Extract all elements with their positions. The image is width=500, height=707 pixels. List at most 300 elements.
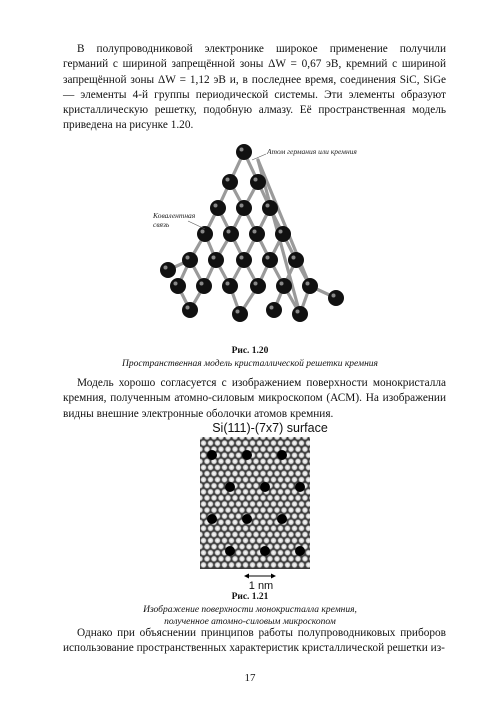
adatom-dot: [235, 561, 242, 568]
adatom-dot: [287, 506, 294, 513]
adatom-dot: [242, 537, 249, 544]
adatom-dot: [301, 494, 308, 501]
adatom-dot: [294, 470, 301, 477]
adatom-dot: [207, 549, 214, 556]
adatom-dot: [249, 500, 256, 507]
adatom-dot: [263, 561, 270, 568]
atom-highlight: [279, 230, 283, 234]
adatom-dot: [291, 476, 298, 483]
adatom-dot: [224, 494, 231, 501]
atom-highlight: [200, 282, 204, 286]
paragraph-afm: Модель хорошо согласуется с изображением поверхности монокристалла кремния, полученным атомно-силовым микроскопом (АСМ). На изображении видны внешние электронные оболочки атомов кремния.: [63, 377, 446, 420]
atom-highlight: [254, 282, 258, 286]
adatom-dot: [259, 470, 266, 477]
adatom-dot: [217, 494, 224, 501]
adatom-dot: [298, 525, 305, 532]
adatom-dot: [231, 555, 238, 562]
adatom-dot: [291, 561, 298, 568]
adatom-dot: [277, 500, 284, 507]
adatom-dot: [266, 458, 273, 465]
adatom-dot: [252, 446, 259, 453]
adatom-dot: [249, 476, 256, 483]
adatom-dot: [231, 506, 238, 513]
adatom-dot: [294, 506, 301, 513]
adatom-dot: [249, 464, 256, 471]
adatom-dot: [301, 446, 308, 453]
adatom-dot: [284, 464, 291, 471]
adatom-dot: [294, 458, 301, 465]
adatom-dot: [231, 519, 238, 526]
adatom-dot: [266, 531, 273, 538]
adatom-dot: [249, 488, 256, 495]
atom: [288, 252, 304, 268]
adatom-dot: [203, 470, 210, 477]
adatom-dot: [256, 464, 263, 471]
adatom-dot: [291, 525, 298, 532]
atom-highlight: [306, 282, 310, 286]
adatom-dot: [266, 446, 273, 453]
adatom-dot: [200, 476, 207, 483]
adatom-dot: [200, 525, 207, 532]
atom-highlight: [201, 230, 205, 234]
adatom-dot: [280, 470, 287, 477]
adatom-dot: [224, 470, 231, 477]
adatom-dot: [298, 561, 305, 568]
adatom-dot: [207, 537, 214, 544]
adatom-dot: [242, 439, 249, 446]
adatom-dot: [214, 500, 221, 507]
atom-highlight: [186, 256, 190, 260]
scale-bar-label: 1 nm: [248, 580, 274, 592]
afm-surface-image: [200, 437, 310, 569]
atom: [182, 302, 198, 318]
atom: [236, 144, 252, 160]
crystal-lattice-figure: [150, 138, 360, 338]
atom-highlight: [214, 204, 218, 208]
adatom-dot: [224, 506, 231, 513]
adatom-dot: [294, 494, 301, 501]
atom: [182, 252, 198, 268]
adatom-dot: [259, 494, 266, 501]
figure-caption: Пространственная модель кристаллической решетки кремния: [122, 359, 378, 369]
adatom-dot: [200, 439, 207, 446]
corner-hole: [277, 450, 287, 460]
adatom-dot: [245, 531, 252, 538]
adatom-dot: [203, 494, 210, 501]
adatom-dot: [207, 464, 214, 471]
adatom-dot: [200, 513, 207, 520]
adatom-dot: [270, 549, 277, 556]
adatom-dot: [228, 452, 235, 459]
caption-line: полученное атомно-силовым микроскопом: [164, 617, 336, 627]
adatom-dot: [252, 458, 259, 465]
adatom-dot: [273, 555, 280, 562]
adatom-dot: [224, 446, 231, 453]
atom: [292, 306, 308, 322]
atom-highlight: [240, 148, 244, 152]
atom: [328, 290, 344, 306]
adatom-dot: [263, 525, 270, 532]
adatom-dot: [294, 519, 301, 526]
atom: [262, 200, 278, 216]
atom: [262, 252, 278, 268]
adatom-dot: [284, 488, 291, 495]
atom: [250, 174, 266, 190]
adatom-dot: [245, 494, 252, 501]
atom-highlight: [212, 256, 216, 260]
page-number: 17: [244, 672, 256, 684]
adatom-dot: [231, 470, 238, 477]
adatom-dot: [231, 494, 238, 501]
paragraph-continued: Однако при объяснении принципов работы полупроводниковых приборов использование пространственных характеристик кристаллической решетки из-: [63, 627, 446, 655]
corner-hole: [295, 546, 305, 556]
adatom-dot: [277, 525, 284, 532]
atom: [223, 226, 239, 242]
adatom-dot: [203, 555, 210, 562]
adatom-dot: [242, 549, 249, 556]
adatom-dot: [270, 476, 277, 483]
adatom-dot: [291, 452, 298, 459]
adatom-dot: [280, 506, 287, 513]
atom: [266, 302, 282, 318]
adatom-dot: [228, 464, 235, 471]
adatom-dot: [238, 470, 245, 477]
adatom-dot: [235, 439, 242, 446]
adatom-dot: [298, 452, 305, 459]
adatom-dot: [287, 531, 294, 538]
adatom-dot: [259, 519, 266, 526]
adatom-dot: [259, 446, 266, 453]
adatom-dot: [287, 482, 294, 489]
adatom-dot: [235, 464, 242, 471]
adatom-dot: [238, 506, 245, 513]
atom: [232, 306, 248, 322]
adatom-dot: [270, 525, 277, 532]
adatom-dot: [224, 458, 231, 465]
adatom-dot: [221, 476, 228, 483]
adatom-dot: [200, 549, 207, 556]
adatom-dot: [210, 543, 217, 550]
atom-highlight: [332, 294, 336, 298]
atom-highlight: [266, 256, 270, 260]
atom-highlight: [254, 178, 258, 182]
figure-number: Рис. 1.21: [231, 592, 269, 602]
adatom-dot: [242, 476, 249, 483]
adatom-dot: [256, 452, 263, 459]
adatom-dot: [256, 476, 263, 483]
adatom-dot: [287, 494, 294, 501]
adatom-dot: [235, 525, 242, 532]
adatom-dot: [266, 506, 273, 513]
adatom-dot: [242, 561, 249, 568]
adatom-dot: [280, 482, 287, 489]
adatom-dot: [287, 470, 294, 477]
adatom-dot: [200, 452, 207, 459]
adatom-dot: [291, 537, 298, 544]
adatom-dot: [252, 494, 259, 501]
atom: [275, 226, 291, 242]
adatom-dot: [294, 446, 301, 453]
adatom-dot: [256, 500, 263, 507]
adatom-dot: [277, 476, 284, 483]
atom: [249, 226, 265, 242]
adatom-dot: [210, 482, 217, 489]
adatom-dot: [238, 494, 245, 501]
adatom-dot: [263, 500, 270, 507]
adatom-dot: [200, 537, 207, 544]
adatom-dot: [214, 525, 221, 532]
adatom-dot: [238, 531, 245, 538]
adatom-dot: [263, 452, 270, 459]
adatom-dot: [270, 537, 277, 544]
adatom-dot: [298, 464, 305, 471]
adatom-dot: [270, 488, 277, 495]
atom-highlight: [226, 178, 230, 182]
atom: [236, 200, 252, 216]
adatom-dot: [301, 519, 308, 526]
adatom-dot: [266, 555, 273, 562]
adatom-dot: [252, 555, 259, 562]
adatom-dot: [249, 439, 256, 446]
adatom-dot: [298, 513, 305, 520]
adatom-dot: [214, 561, 221, 568]
adatom-dot: [301, 458, 308, 465]
adatom-dot: [217, 531, 224, 538]
adatom-dot: [224, 519, 231, 526]
adatom-dot: [270, 439, 277, 446]
atom: [276, 278, 292, 294]
adatom-dot: [284, 525, 291, 532]
adatom-dot: [287, 458, 294, 465]
adatom-dot: [291, 513, 298, 520]
adatom-dot: [280, 494, 287, 501]
adatom-dot: [228, 561, 235, 568]
adatom-dot: [252, 506, 259, 513]
atom-highlight: [270, 306, 274, 310]
adatom-dot: [277, 464, 284, 471]
atom: [236, 252, 252, 268]
adatom-dot: [270, 500, 277, 507]
adatom-dot: [273, 470, 280, 477]
adatom-dot: [217, 555, 224, 562]
adatom-dot: [224, 555, 231, 562]
atom-highlight: [186, 306, 190, 310]
adatom-dot: [273, 494, 280, 501]
adatom-dot: [210, 494, 217, 501]
adatom-dot: [256, 439, 263, 446]
adatom-dot: [284, 500, 291, 507]
adatom-dot: [252, 470, 259, 477]
atom: [302, 278, 318, 294]
adatom-dot: [298, 439, 305, 446]
adatom-dot: [214, 549, 221, 556]
adatom-dot: [294, 531, 301, 538]
corner-hole: [207, 450, 217, 460]
corner-hole: [260, 482, 270, 492]
adatom-dot: [228, 513, 235, 520]
paragraph-intro: В полупроводниковой электронике широкое применение получили германий с шириной запрещённой зоны ΔW = 0,67 эВ, кремний с шириной запрещённой зоны ΔW = 1,12 эВ и, в последнее время, соединения SiC, SiGe — элементы 4-й группы периодической системы. Эти элементы образуют кристаллическую решетку, подобную алмазу. Её пространственная модель приведена на рисунке 1.20.: [63, 43, 446, 132]
corner-hole: [295, 482, 305, 492]
adatom-dot: [200, 500, 207, 507]
adatom-dot: [203, 531, 210, 538]
adatom-dot: [284, 439, 291, 446]
adatom-dot: [256, 537, 263, 544]
adatom-dot: [280, 555, 287, 562]
adatom-dot: [256, 513, 263, 520]
adatom-dot: [270, 452, 277, 459]
atom: [222, 174, 238, 190]
adatom-dot: [259, 531, 266, 538]
adatom-dot: [301, 506, 308, 513]
adatom-dot: [242, 464, 249, 471]
corner-hole: [242, 450, 252, 460]
atom: [160, 262, 176, 278]
atom: [250, 278, 266, 294]
adatom-dot: [263, 513, 270, 520]
adatom-dot: [280, 531, 287, 538]
adatom-dot: [277, 488, 284, 495]
figure-caption: [0, 604, 500, 628]
adatom-dot: [287, 519, 294, 526]
atom-highlight: [164, 266, 168, 270]
atom-highlight: [227, 230, 231, 234]
adatom-dot: [210, 470, 217, 477]
atom-highlight: [226, 282, 230, 286]
adatom-dot: [263, 537, 270, 544]
adatom-dot: [287, 446, 294, 453]
atom-highlight: [174, 282, 178, 286]
adatom-dot: [242, 488, 249, 495]
adatom-dot: [214, 439, 221, 446]
adatom-dot: [210, 531, 217, 538]
adatom-dot: [214, 537, 221, 544]
adatom-dot: [231, 531, 238, 538]
atom-highlight: [296, 310, 300, 314]
adatom-dot: [252, 482, 259, 489]
adatom-dot: [259, 458, 266, 465]
adatom-dot: [228, 537, 235, 544]
corner-hole: [277, 514, 287, 524]
adatom-dot: [273, 531, 280, 538]
adatom-dot: [273, 506, 280, 513]
adatom-dot: [249, 549, 256, 556]
adatom-dot: [252, 531, 259, 538]
adatom-dot: [221, 513, 228, 520]
adatom-dot: [284, 537, 291, 544]
atom: [170, 278, 186, 294]
afm-image-title: Si(111)-(7x7) surface: [212, 421, 328, 435]
adatom-dot: [284, 561, 291, 568]
adatom-dot: [221, 452, 228, 459]
adatom-dot: [217, 543, 224, 550]
adatom-dot: [238, 543, 245, 550]
adatom-dot: [287, 555, 294, 562]
adatom-dot: [228, 439, 235, 446]
adatom-dot: [259, 506, 266, 513]
adatom-dot: [221, 464, 228, 471]
adatom-dot: [301, 470, 308, 477]
adatom-dot: [200, 488, 207, 495]
atom: [222, 278, 238, 294]
adatom-dot: [249, 537, 256, 544]
atom-highlight: [266, 204, 270, 208]
atom-highlight: [253, 230, 257, 234]
adatom-dot: [217, 446, 224, 453]
adatom-dot: [235, 513, 242, 520]
adatom-dot: [207, 561, 214, 568]
adatom-dot: [221, 537, 228, 544]
adatom-dot: [291, 464, 298, 471]
adatom-dot: [291, 439, 298, 446]
adatom-dot: [200, 464, 207, 471]
adatom-dot: [221, 500, 228, 507]
adatom-dot: [277, 561, 284, 568]
adatom-dot: [277, 537, 284, 544]
adatom-dot: [245, 555, 252, 562]
adatom-dot: [284, 476, 291, 483]
adatom-dot: [207, 476, 214, 483]
atom-highlight: [292, 256, 296, 260]
adatom-dot: [242, 525, 249, 532]
adatom-dot: [301, 555, 308, 562]
adatom-dot: [259, 555, 266, 562]
adatom-dot: [210, 506, 217, 513]
adatom-dot: [245, 506, 252, 513]
adatom-dot: [217, 506, 224, 513]
adatom-dot: [273, 543, 280, 550]
adatom-dot: [231, 458, 238, 465]
figure-number: Рис. 1.20: [231, 346, 269, 356]
adatom-dot: [256, 525, 263, 532]
adatom-dot: [200, 561, 207, 568]
adatom-dot: [235, 488, 242, 495]
adatom-dot: [280, 543, 287, 550]
corner-hole: [242, 514, 252, 524]
adatom-dot: [266, 470, 273, 477]
adatom-dot: [228, 500, 235, 507]
adatom-dot: [291, 500, 298, 507]
adatom-dot: [231, 446, 238, 453]
adatom-dot: [245, 482, 252, 489]
adatom-dot: [217, 519, 224, 526]
adatom-dot: [217, 482, 224, 489]
atom-highlight: [280, 282, 284, 286]
adatom-dot: [217, 458, 224, 465]
adatom-dot: [277, 549, 284, 556]
adatom-dot: [235, 500, 242, 507]
adatom-dot: [214, 488, 221, 495]
adatom-dot: [245, 543, 252, 550]
atom-label: Атом германия или кремния: [267, 147, 357, 156]
adatom-dot: [221, 439, 228, 446]
bond-label: Ковалентная связь: [153, 211, 196, 229]
corner-hole: [225, 546, 235, 556]
adatom-dot: [301, 531, 308, 538]
adatom-dot: [214, 464, 221, 471]
adatom-dot: [270, 464, 277, 471]
adatom-dot: [298, 500, 305, 507]
adatom-dot: [238, 482, 245, 489]
adatom-dot: [207, 525, 214, 532]
adatom-dot: [214, 476, 221, 483]
adatom-dot: [263, 464, 270, 471]
adatom-dot: [273, 482, 280, 489]
atom-highlight: [240, 204, 244, 208]
adatom-dot: [294, 555, 301, 562]
adatom-dot: [266, 519, 273, 526]
adatom-dot: [256, 561, 263, 568]
atom-highlight: [236, 310, 240, 314]
